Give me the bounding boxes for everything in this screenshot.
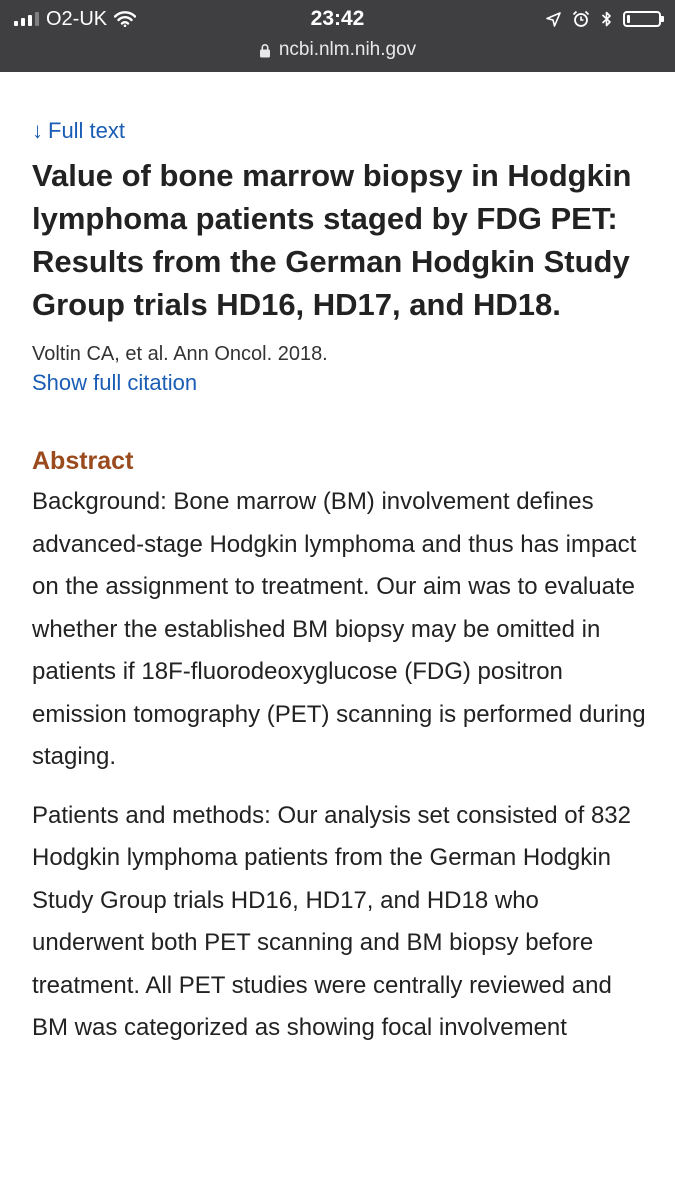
status-and-address-bar [0,0,675,72]
abstract-paragraph-methods: Patients and methods: Our analysis set consisted of 832 Hodgkin lymphoma patients from the German Hodgkin Study Group trials HD16, HD17, and HD18 who underwent both PET scanning and BM biopsy before treatment. All PET studies were centrally reviewed and BM was categorized as showing focal involvement [32,801,632,1041]
show-full-citation-link[interactable]: Show full citation [32,370,198,395]
alarm-clock-icon [572,10,590,28]
url-domain: ncbi.nlm.nih.gov [278,39,417,60]
citation-text: Voltin CA, et al. Ann Oncol. 2018. [32,343,328,365]
battery-icon [623,11,661,27]
status-bar-right [546,6,661,32]
carrier-name: O2-UK [46,7,108,30]
down-arrow-icon: ↓ [32,118,43,143]
article-content [32,72,652,1050]
full-text-label: Full text [48,118,126,143]
status-bar-time: 23:42 [310,7,365,30]
article-title: Value of bone marrow biopsy in Hodgkin lymphoma patients staged by FDG PET: Results from the German Hodgkin Study Group trials HD16, HD17, and HD18. [32,158,632,322]
full-text-link[interactable] [32,116,652,146]
address-bar[interactable] [0,36,675,64]
abstract-paragraph-background: Background: Bone marrow (BM) involvement defines advanced-stage Hodgkin lymphoma and thus has impact on the assignment to treatment. Our aim was to evaluate whether the established BM biopsy may be omitted in patients if 18F-fluorodeoxyglucose (FDG) positron emission tomography (PET) scanning is performed during staging. [32,488,646,770]
bluetooth-icon [601,10,612,28]
lock-icon [259,43,271,58]
abstract-heading: Abstract [32,447,134,475]
location-arrow-icon [546,12,561,27]
